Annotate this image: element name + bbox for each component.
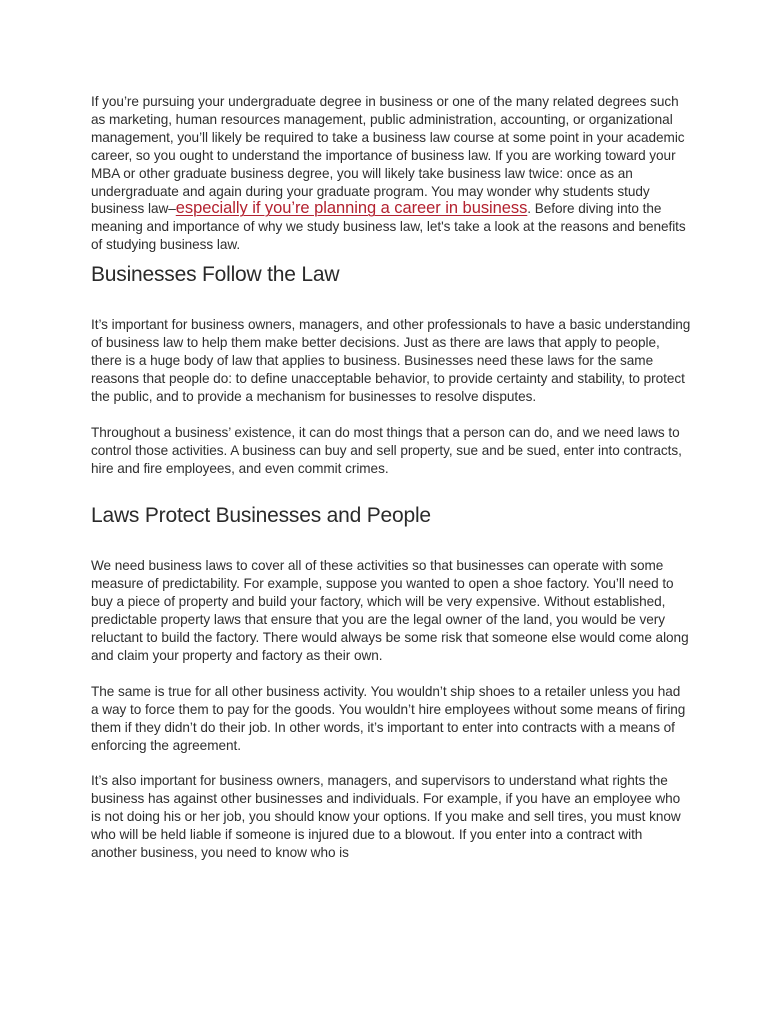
section1-paragraph: Throughout a business’ existence, it can do most things that a person can do, and we need laws to control those activities. A business can buy and sell property, sue and be sued, enter into contracts, hire and fire employees, and even commit crimes.	[91, 424, 682, 476]
career-in-business-link[interactable]: especially if you’re planning a career in business	[175, 199, 528, 218]
section-heading-laws-protect-businesses: Laws Protect Businesses and People	[91, 504, 431, 528]
intro-text-after-link: . Before diving into the meaning and importance of why we study business law, let's take a look at the reasons and benefits of studying business law.	[91, 201, 686, 253]
intro-text-before-link: If you’re pursuing your undergraduate degree in business or one of the many related degrees such as marketing, human resources management, public administration, accounting, or organizational management, you’ll likely be required to take a business law course at some point in your academic career, so you ought to understand the importance of business law. If you are working toward your MBA or other graduate business degree, you will likely take business law twice: once as an undergraduate and again during your graduate program. You may wonder why students study business law–	[91, 94, 685, 217]
section2-paragraph: The same is true for all other business activity. You wouldn’t ship shoes to a retailer unless you had a way to force them to pay for the goods. You wouldn’t hire employees without some means of firing them if they didn’t do their job. In other words, it’s important to enter into contracts with a means of enforcing the agreement.	[91, 683, 686, 753]
section2-paragraph: It’s also important for business owners, managers, and supervisors to understand what rights the business has against other businesses and individuals. For example, if you have an employee who is not doing his or her job, you should know your options. If you make and sell tires, you must know who will be held liable if someone is injured due to a blowout. If you enter into a contract with another business, you need to know who is	[91, 773, 681, 861]
section1-paragraph: It’s important for business owners, managers, and other professionals to have a basic understanding of business law to help them make better decisions. Just as there are laws that apply to people, there is a huge body of law that applies to business. Businesses need these laws for the same reasons that people do: to define unacceptable behavior, to provide certainty and stability, to protect the public, and to provide a mechanism for businesses to resolve disputes.	[91, 317, 691, 404]
section-heading-businesses-follow-the-law: Businesses Follow the Law	[91, 263, 340, 287]
section2-paragraph: We need business laws to cover all of these activities so that businesses can operate with some measure of predictability. For example, suppose you wanted to open a shoe factory. You’ll need to buy a piece of property and build your factory, which will be very expensive. Without established, predictable property laws that ensure that you are the legal owner of the land, you would be very reluctant to build the factory. There would always be some risk that someone else would come along and claim your property and factory as their own.	[91, 558, 689, 663]
intro-paragraph	[91, 93, 691, 254]
document-page	[91, 93, 691, 862]
